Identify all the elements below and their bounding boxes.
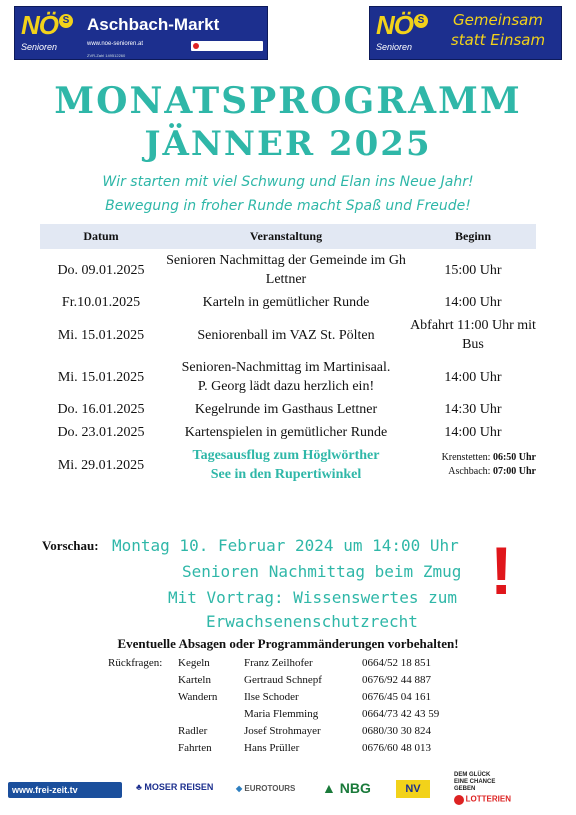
row-time: 14:00 Uhr	[444, 369, 502, 385]
contact-name: Ilse Schoder	[244, 691, 299, 703]
contact-row	[108, 740, 439, 757]
contact-activity: Fahrten	[178, 742, 212, 754]
nbg-icon: ▲	[322, 780, 336, 796]
column-header-date: Datum	[40, 224, 162, 249]
table-row	[40, 356, 536, 398]
row-time: 14:00 Uhr	[444, 425, 502, 440]
row-event	[162, 356, 410, 398]
row-date: Do. 09.01.2025	[57, 262, 145, 278]
contact-name: Franz Zeilhofer	[244, 657, 313, 669]
contact-row	[108, 672, 439, 689]
contact-activity	[178, 706, 244, 723]
preview-line-4: Erwachsenenschutzrecht	[206, 612, 418, 631]
noe-senioren-logo-right: NÖ S Senioren	[374, 10, 436, 56]
row-time: 14:00 Uhr	[444, 295, 502, 310]
row-event-line: Senioren-Nachmittag im Martinisaal.	[181, 360, 391, 375]
palm-icon: ♣	[136, 782, 142, 792]
nbg-logo: ▲ NBG	[322, 780, 371, 796]
page-title: MONATSPROGRAMM	[54, 80, 522, 122]
contact-name: Hans Prüller	[244, 742, 300, 754]
contact-row	[108, 706, 439, 723]
contact-activity: Radler	[178, 725, 208, 737]
preview-line-1: Montag 10. Februar 2024 um 14:00 Uhr	[112, 536, 459, 555]
lotterien-icon	[454, 795, 464, 805]
contact-phone: 0676/45 04 161	[362, 691, 432, 703]
lotterien-logo: DEM GLÜCK EINE CHANCE GEBEN LOTTERIEN	[454, 772, 512, 804]
noe-senioren-logo: NÖ S Senioren	[19, 10, 81, 56]
header-banner-slogan	[369, 6, 562, 60]
program-table	[40, 224, 536, 486]
header-website: www.noe-senioren.at	[87, 41, 144, 47]
nv-logo: NV	[396, 780, 430, 798]
contact-phone: 0676/60 48 013	[362, 742, 432, 754]
contact-name: Josef Strohmayer	[244, 725, 321, 737]
row-event-line: See in den Rupertiwinkel	[210, 467, 362, 482]
disclaimer-note: Eventuelle Absagen oder Programmänderungen vorbehalten!	[117, 636, 459, 651]
row-date: Mi. 15.01.2025	[57, 369, 145, 385]
subtitle-2: Bewegung in froher Runde macht Spaß und Freude!	[105, 198, 471, 214]
contact-phone: 0680/30 30 824	[362, 725, 432, 737]
table-row	[40, 444, 536, 486]
eurotours-logo: ◆ EUROTOURS	[236, 784, 296, 793]
moser-reisen-logo: ♣ MOSER REISEN	[136, 782, 214, 792]
contact-activity: Karteln	[178, 674, 211, 686]
row-date: Mi. 29.01.2025	[57, 457, 145, 473]
contact-name: Maria Flemming	[244, 708, 319, 720]
table-row	[40, 314, 536, 356]
exclamation-icon: !	[490, 533, 513, 609]
sponsor-footer	[0, 770, 576, 810]
row-date: Do. 23.01.2025	[57, 425, 145, 440]
table-row	[40, 291, 536, 314]
row-event: Kartenspielen in gemütlicher Runde	[184, 425, 388, 440]
row-event: Kegelrunde im Gasthaus Lettner	[194, 402, 378, 417]
column-header-event: Veranstaltung	[162, 224, 410, 249]
table-row	[40, 249, 536, 291]
header-zvr: ZVR-Zahl 149512260	[87, 53, 126, 58]
eurotours-icon: ◆	[236, 784, 243, 793]
row-event: Senioren Nachmittag der Gemeinde im Gh Lettner	[166, 253, 406, 287]
row-event: Karteln in gemütlicher Runde	[202, 295, 370, 310]
header-slogan: Gemeinsam statt Einsam	[450, 11, 546, 49]
row-time: Abfahrt 11:00 Uhr mit Bus	[410, 318, 536, 352]
preview-line-3: Mit Vortrag: Wissenswertes zum	[168, 588, 457, 607]
table-row	[40, 398, 536, 421]
preview-line-2: Senioren Nachmittag beim Zmug	[182, 562, 462, 581]
contact-activity: Wandern	[178, 691, 218, 703]
contact-phone: 0664/73 42 43 59	[362, 708, 440, 720]
row-time-multi: Krenstetten: 06:50 Uhr Aschbach: 07:00 Uhr	[441, 452, 536, 477]
contact-row	[108, 723, 439, 740]
contact-activity: Kegeln	[178, 657, 210, 669]
column-header-start: Beginn	[410, 224, 536, 249]
header-banner-aschbach	[14, 6, 268, 60]
row-date: Do. 16.01.2025	[57, 402, 145, 417]
row-time: 15:00 Uhr	[444, 262, 502, 278]
contact-list	[108, 655, 439, 757]
table-row	[40, 421, 536, 444]
contact-name: Gertraud Schnepf	[244, 674, 322, 686]
row-event-line: Tagesausflug zum Höglwörther	[192, 448, 380, 463]
row-date: Fr.10.01.2025	[61, 295, 141, 310]
subtitle-1: Wir starten mit viel Schwung und Elan ins Neue Jahr!	[102, 174, 474, 190]
contact-phone: 0676/92 44 887	[362, 674, 432, 686]
contact-phone: 0664/52 18 851	[362, 657, 432, 669]
row-time: 14:30 Uhr	[444, 402, 502, 417]
lotterien-badge-icon	[191, 41, 263, 51]
row-event: Seniorenball im VAZ St. Pölten	[197, 327, 375, 343]
header-title: Aschbach-Markt	[87, 15, 220, 34]
contact-row	[108, 655, 439, 672]
page-title-month: JÄNNER 2025	[144, 124, 432, 164]
row-event-line: P. Georg lädt dazu herzlich ein!	[197, 379, 375, 394]
preview-label: Vorschau:	[42, 538, 99, 553]
contact-label: Rückfragen:	[108, 657, 163, 669]
row-date: Mi. 15.01.2025	[57, 327, 145, 343]
freizeit-logo: www.frei-zeit.tv	[8, 782, 122, 798]
contact-row	[108, 689, 439, 706]
table-header-row	[40, 224, 536, 249]
row-event-highlight	[162, 444, 410, 486]
